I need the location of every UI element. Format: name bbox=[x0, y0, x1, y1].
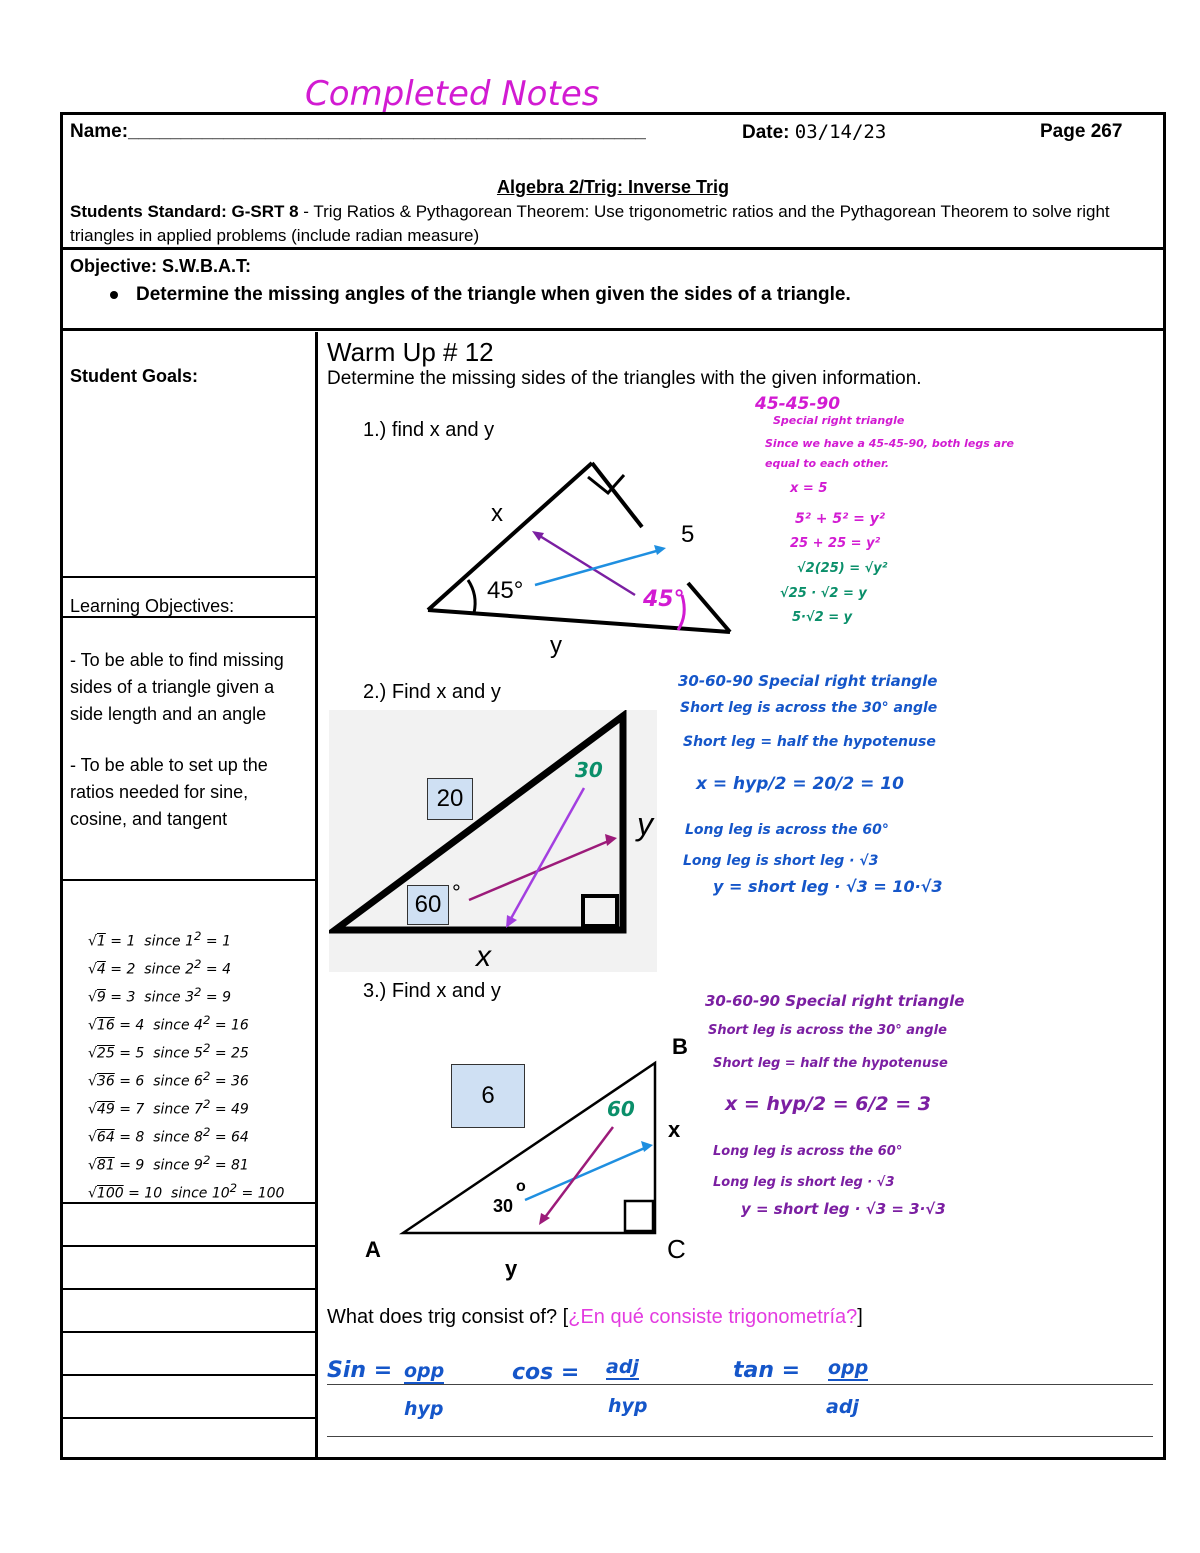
p1-note: equal to each other. bbox=[765, 457, 890, 470]
tan-label: tan = bbox=[733, 1358, 801, 1383]
standard-body: - Trig Ratios & Pythagorean Theorem: Use trigonometric ratios and the Pythagorean Theorem to solve right triangles in applied problems (include radian measure) bbox=[70, 202, 1110, 245]
problem-1-label: 1.) find x and y bbox=[363, 419, 495, 441]
root-row: √16 = 4 since $4^2 = 16$ bbox=[88, 1012, 249, 1034]
learning-objective-2: - To be able to set up the ratios needed for sine, cosine, and tangent bbox=[70, 755, 268, 829]
triangle-outline bbox=[403, 1063, 655, 1233]
p1-note: 45-45-90 bbox=[755, 394, 841, 414]
student-goals-label: Student Goals: bbox=[70, 366, 199, 386]
bullet-icon bbox=[110, 291, 118, 299]
sin-numerator: opp bbox=[404, 1360, 445, 1382]
root-row: √9 = 3 since $3^2 = 9$ bbox=[88, 984, 232, 1006]
p3-note: Short leg = half the hypotenuse bbox=[713, 1056, 948, 1071]
p3-note: Short leg is across the 30° angle bbox=[708, 1023, 947, 1038]
vertex-c: C bbox=[667, 1234, 686, 1264]
arrowhead bbox=[641, 1141, 653, 1152]
right-angle-mark bbox=[625, 1201, 653, 1231]
divider bbox=[60, 576, 316, 578]
triangle-3-degree: o bbox=[516, 1178, 526, 1195]
p1-note: x = 5 bbox=[790, 481, 828, 496]
answer-line bbox=[327, 1436, 1153, 1437]
root-row: √36 = 6 since $6^2 = 36$ bbox=[88, 1068, 249, 1090]
divider bbox=[60, 879, 316, 881]
name-label: Name: bbox=[70, 121, 129, 142]
arrowhead bbox=[654, 545, 666, 555]
divider bbox=[60, 616, 316, 618]
p1-note: 5·√2 = y bbox=[792, 610, 853, 625]
p1-note: 25 + 25 = y² bbox=[790, 536, 881, 551]
p3-note: y = short leg · √3 = 3·√3 bbox=[741, 1200, 946, 1218]
learning-objectives-label: Learning Objectives: bbox=[70, 596, 235, 616]
root-row: √25 = 5 since $5^2 = 25$ bbox=[88, 1040, 249, 1062]
arrow-line bbox=[525, 1147, 647, 1200]
name-field[interactable] bbox=[70, 121, 646, 143]
p3-note: x = hyp/2 = 6/2 = 3 bbox=[725, 1093, 931, 1115]
tan-denominator: adj bbox=[826, 1396, 859, 1418]
triangle-1-hand-angle: 45° bbox=[643, 587, 685, 612]
triangle-3-angle: 30 bbox=[493, 1196, 514, 1216]
vertex-a: A bbox=[365, 1237, 381, 1262]
triangle-2-hypotenuse-box: 20 bbox=[427, 778, 473, 820]
answer-line bbox=[327, 1384, 1153, 1385]
standard-label: Students Standard: G-SRT 8 bbox=[70, 202, 299, 221]
divider bbox=[60, 1245, 316, 1247]
p2-note: 30-60-90 Special right triangle bbox=[678, 672, 938, 690]
triangle-1-side-x: x bbox=[491, 500, 503, 527]
sin-label: Sin = bbox=[327, 1358, 393, 1383]
p1-note: Special right triangle bbox=[773, 414, 905, 427]
triangle-2-side-y: y bbox=[637, 806, 653, 842]
vertex-b: B bbox=[672, 1034, 688, 1059]
triangle-2-degree: ° bbox=[452, 880, 461, 905]
question-close: ] bbox=[857, 1306, 863, 1328]
p1-note: √2(25) = √y² bbox=[797, 561, 888, 576]
annotation-title: Completed Notes bbox=[305, 74, 600, 114]
leg-line bbox=[592, 463, 642, 527]
objective-label: Objective: S.W.B.A.T: bbox=[70, 256, 252, 276]
p1-note: √25 · √2 = y bbox=[780, 586, 867, 601]
standard-text bbox=[70, 200, 1160, 248]
column-divider bbox=[315, 332, 318, 1460]
p2-note: x = hyp/2 = 20/2 = 10 bbox=[696, 774, 904, 794]
cos-denominator: hyp bbox=[608, 1395, 648, 1417]
question-spanish: ¿En qué consiste trigonometría? bbox=[568, 1306, 858, 1328]
divider bbox=[60, 1288, 316, 1290]
leg-line bbox=[688, 583, 730, 632]
square-roots-table bbox=[88, 925, 284, 1205]
cos-numerator: adj bbox=[606, 1356, 639, 1378]
angle-arc bbox=[468, 580, 475, 613]
learning-objective-1: - To be able to find missing sides of a triangle given a side length and an angle bbox=[70, 650, 284, 724]
p2-note: Short leg = half the hypotenuse bbox=[683, 734, 936, 750]
warmup-title: Warm Up # 12 bbox=[327, 337, 494, 367]
root-row: √100 = 10 since $10^2 = 100$ bbox=[88, 1180, 285, 1202]
divider bbox=[60, 1331, 316, 1333]
root-row: √1 = 1 since $1^2 = 1$ bbox=[88, 929, 232, 950]
triangle-2-angle-box: 60 bbox=[407, 885, 449, 925]
root-row: √64 = 8 since $8^2 = 64$ bbox=[88, 1124, 249, 1146]
triangle-3-hypotenuse-box: 6 bbox=[451, 1064, 525, 1128]
date-value: 03/14/23 bbox=[794, 121, 887, 143]
warmup-instructions: Determine the missing sides of the triangles with the given information. bbox=[327, 368, 922, 389]
triangle-1-angle: 45° bbox=[487, 577, 524, 604]
triangle-2-diagram bbox=[329, 710, 657, 972]
page-number: Page 267 bbox=[1040, 121, 1123, 142]
date-field bbox=[742, 121, 886, 144]
course-title: Algebra 2/Trig: Inverse Trig bbox=[496, 177, 730, 197]
cos-label: cos = bbox=[512, 1360, 580, 1385]
triangle-1-side-5: 5 bbox=[681, 521, 695, 548]
p2-note: Long leg is short leg · √3 bbox=[683, 853, 879, 869]
sin-denominator: hyp bbox=[404, 1398, 444, 1420]
divider bbox=[60, 1202, 316, 1204]
objective-bullet bbox=[110, 284, 851, 306]
root-row: √49 = 7 since $7^2 = 49$ bbox=[88, 1096, 249, 1118]
p3-note: Long leg is across the 60° bbox=[713, 1144, 903, 1159]
name-line: _________________________________________________ bbox=[128, 121, 646, 142]
root-row: √81 = 9 since $9^2 = 81$ bbox=[88, 1152, 249, 1174]
divider bbox=[60, 328, 1166, 331]
divider bbox=[60, 1417, 316, 1419]
arrow-line bbox=[535, 533, 635, 595]
question-english: What does trig consist of? [ bbox=[327, 1306, 569, 1328]
triangle-3-side-x: x bbox=[668, 1117, 681, 1142]
p2-note: y = short leg · √3 = 10·√3 bbox=[713, 877, 943, 896]
problem-2-label: 2.) Find x and y bbox=[363, 681, 501, 703]
p1-note: Since we have a 45-45-90, both legs are bbox=[765, 437, 1014, 450]
trig-question bbox=[327, 1306, 863, 1329]
p2-note: Short leg is across the 30° angle bbox=[680, 700, 938, 716]
root-row: √4 = 2 since $2^2 = 4$ bbox=[88, 956, 232, 978]
divider bbox=[60, 1374, 316, 1376]
triangle-2-side-x: x bbox=[476, 940, 491, 973]
objective-text: Determine the missing angles of the triangle when given the sides of a triangle. bbox=[136, 284, 851, 305]
triangle-3-diagram bbox=[395, 1055, 665, 1240]
triangle-2-hand-angle: 30 bbox=[575, 758, 603, 782]
triangle-1-side-y: y bbox=[550, 632, 562, 659]
p3-note: 30-60-90 Special right triangle bbox=[705, 992, 965, 1010]
problem-3-label: 3.) Find x and y bbox=[363, 980, 501, 1002]
date-label: Date: bbox=[742, 122, 790, 143]
p2-note: Long leg is across the 60° bbox=[685, 822, 889, 838]
arrow-line bbox=[535, 550, 660, 585]
divider bbox=[60, 247, 1166, 250]
tan-numerator: opp bbox=[828, 1357, 869, 1379]
triangle-3-side-y: y bbox=[505, 1256, 518, 1281]
p1-note: 5² + 5² = y² bbox=[795, 511, 885, 527]
triangle-3-hand-angle: 60 bbox=[607, 1097, 635, 1121]
p3-note: Long leg is short leg · √3 bbox=[713, 1175, 895, 1190]
arrow-line bbox=[543, 1127, 613, 1220]
